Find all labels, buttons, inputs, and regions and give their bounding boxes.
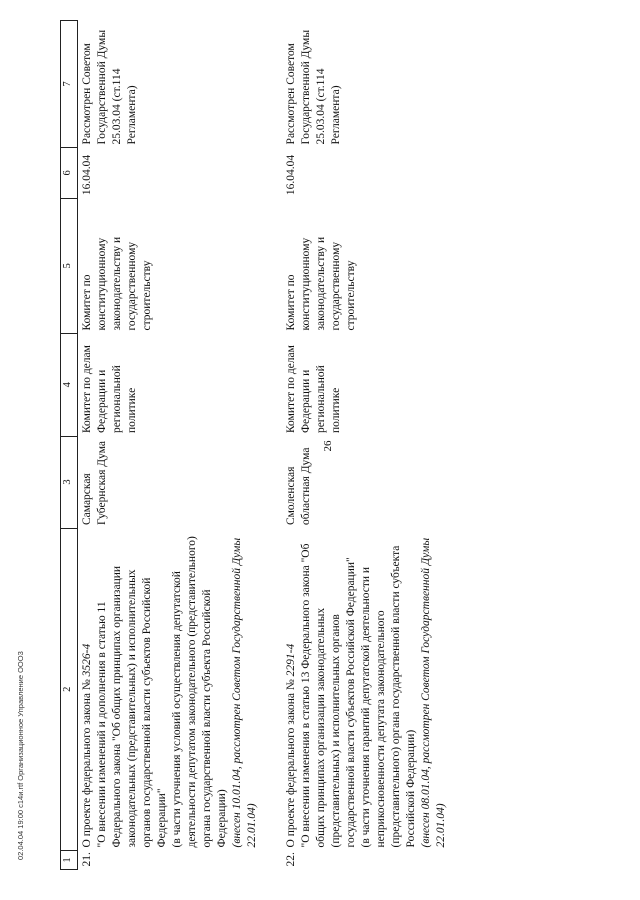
co-committee: Комитет по делам Федерации и региональной политике bbox=[81, 345, 138, 434]
bill-project-number: 2291-4 bbox=[285, 643, 297, 677]
initiator: Самарская Губернская Дума bbox=[81, 440, 108, 526]
table-header-row bbox=[61, 21, 78, 870]
bill-project-number: 3526-4 bbox=[81, 643, 93, 677]
review-date: 16.04.04 bbox=[81, 154, 93, 196]
review-date: 16.04.04 bbox=[285, 154, 297, 196]
page-number: 26 bbox=[322, 440, 334, 452]
row-number: 21. bbox=[81, 852, 93, 867]
responsible-committee: Комитет по конституционному законодательству и государственному строительству bbox=[81, 236, 153, 331]
table-row bbox=[78, 21, 267, 870]
status: Рассмотрен Советом Государственной Думы 25.03.04 (ст.114 Регламента) bbox=[81, 29, 138, 145]
initiator: Смоленская областная Дума bbox=[285, 447, 312, 526]
header-col-4: 4 bbox=[61, 334, 78, 437]
bills-table bbox=[60, 20, 455, 870]
bill-title-lead: О проекте федерального закона № bbox=[81, 676, 93, 848]
rotated-page-content bbox=[60, 30, 620, 870]
header-col-6: 6 bbox=[61, 147, 78, 198]
bill-description bbox=[282, 528, 455, 850]
row-number: 22. bbox=[285, 852, 297, 867]
header-col-2: 2 bbox=[61, 528, 78, 850]
header-col-3: 3 bbox=[61, 436, 78, 528]
bill-title-lead: О проекте федерального закона № bbox=[285, 676, 297, 848]
header-col-5: 5 bbox=[61, 198, 78, 333]
bill-title-body: "О внесении изменения в статью 13 Федерального закона "Об общих принципах организации законодательных (представительных) и исполнительных органов государственной власти субъектов Российской Федерации" bbox=[300, 543, 357, 848]
responsible-committee: Комитет по конституционному законодательству и государственному строительству bbox=[285, 236, 357, 331]
header-col-1: 1 bbox=[61, 850, 78, 869]
bill-note: (внесен 10.01.04, рассмотрен Советом Государственной Думы 22.01.04) bbox=[231, 537, 258, 848]
bill-description bbox=[78, 528, 267, 850]
co-committee: Комитет по делам Федерации и региональной политике bbox=[285, 345, 342, 434]
header-col-7: 7 bbox=[61, 21, 78, 148]
status: Рассмотрен Советом Государственной Думы 25.03.04 (ст.114 Регламента) bbox=[285, 29, 342, 145]
row-spacer bbox=[266, 21, 282, 870]
bill-note: (внесен 08.01.04, рассмотрен Советом Государственной Думы 22.01.04) bbox=[420, 537, 447, 848]
document-footer: 02.04.04 19:00 с14и.rtf Организационное Управление ООО3 bbox=[16, 651, 25, 860]
table-row bbox=[282, 21, 455, 870]
bill-clarification: (в части уточнения условий осуществления депутатской деятельности депутатом законодательного (представительного) органа государственной власти субъекта Российской Федерации) bbox=[171, 536, 228, 848]
bill-clarification: (в части уточнения гарантий депутатской деятельности и неприкосновенности депутата законодательного (представительного) органа государственной власти субъекта Российской Федерации) bbox=[360, 545, 417, 848]
bill-title-body: "О внесении изменений и дополнения в статью 11 Федерального закона "Об общих принципах организации законодательных (представительных) и исполнительных органов государственной власти субъектов Российской Федерации" bbox=[96, 565, 168, 848]
